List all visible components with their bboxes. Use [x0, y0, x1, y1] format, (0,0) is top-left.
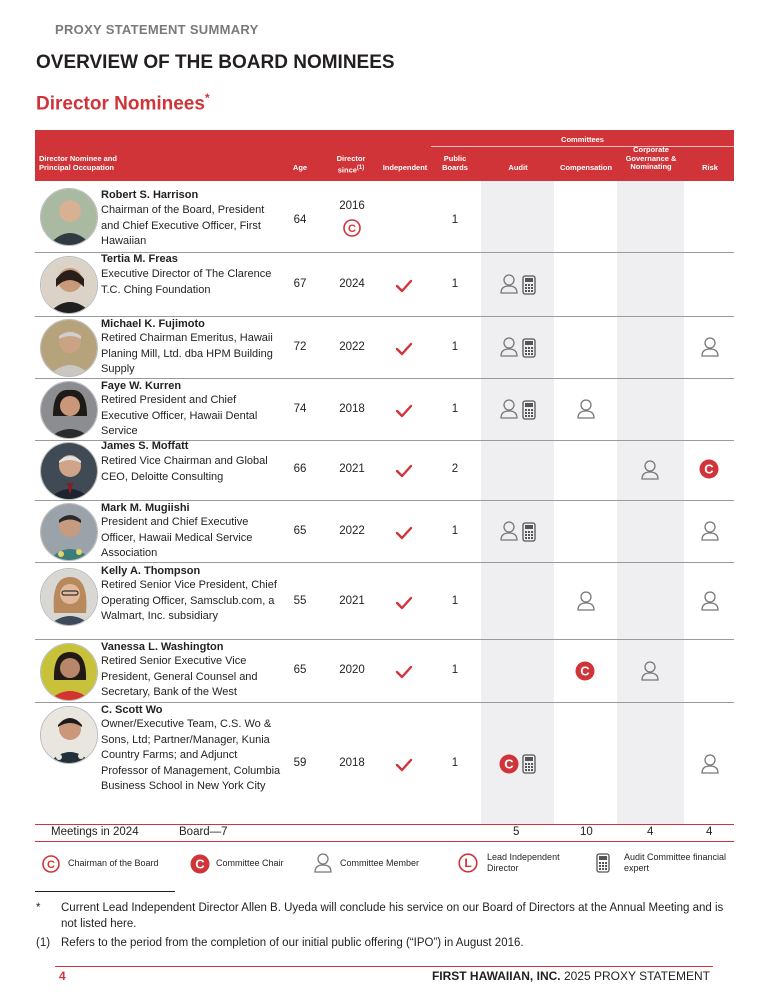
footnote-star-mark: * — [36, 902, 41, 914]
legend-lead-icon — [458, 853, 478, 876]
nominee-public-boards: 1 — [451, 278, 459, 290]
legend-member-label: Committee Member — [340, 858, 420, 868]
footer-brand — [432, 969, 710, 983]
nominee-age: 72 — [293, 341, 307, 353]
chairman-of-board-icon — [343, 219, 361, 242]
checkmark-icon — [395, 279, 413, 298]
nominee-row — [35, 379, 734, 441]
chair-icon-letter: C — [704, 461, 714, 477]
page-title: OVERVIEW OF THE BOARD NOMINEES — [36, 52, 395, 73]
checkmark-icon — [395, 464, 413, 483]
committee-member-icon — [499, 336, 519, 363]
nominee-name: Kelly A. Thompson — [101, 565, 201, 577]
nominee-photo — [40, 503, 98, 561]
nominee-since: 2021 — [339, 595, 365, 607]
nominee-age: 74 — [293, 403, 307, 415]
section-title — [36, 91, 210, 115]
legend-member-icon — [313, 852, 333, 877]
nominee-since: 2022 — [339, 525, 365, 537]
meetings-row — [35, 824, 734, 842]
financial-expert-icon — [522, 338, 536, 363]
meetings-compensation: 10 — [580, 826, 593, 838]
legend-chair-label: Committee Chair — [216, 858, 284, 868]
checkmark-icon — [395, 758, 413, 777]
page-eyebrow: PROXY STATEMENT SUMMARY — [55, 22, 259, 37]
nominee-occupation: Retired Senior Executive Vice President, General Counsel and Secretary, Bank of the West — [101, 655, 258, 698]
checkmark-icon — [395, 665, 413, 684]
footer-rule — [55, 966, 713, 967]
footnote-one-text: Refers to the period from the completion of our initial public offering (“IPO”) in August 2016. — [61, 937, 524, 949]
nominee-occupation: Owner/Executive Team, C.S. Wo & Sons, Ltd; Partner/Manager, Kunia Country Farms; and Adjunct Professor of Management, Columbia Business School in New York City — [101, 718, 281, 792]
nominee-row — [35, 501, 734, 563]
committee-member-icon — [700, 336, 720, 363]
nominee-name: Robert S. Harrison — [101, 189, 199, 201]
nominee-since: 2016 — [339, 200, 365, 212]
nominee-since: 2018 — [339, 757, 365, 769]
legend-lead-letter: L — [464, 856, 472, 871]
committee-member-icon — [700, 520, 720, 547]
committee-member-icon — [499, 273, 519, 300]
committee-member-icon — [499, 520, 519, 547]
financial-expert-icon — [522, 522, 536, 547]
nominee-row — [35, 563, 734, 640]
chair-icon-letter: C — [580, 663, 590, 679]
legend-chairman-icon — [42, 855, 60, 876]
nominee-since: 2022 — [339, 341, 365, 353]
nominee-public-boards: 1 — [451, 341, 459, 353]
nominee-photo — [40, 319, 98, 377]
chairman-icon-letter: C — [348, 223, 356, 235]
nominee-occupation: Retired Vice Chairman and Global CEO, Deloitte Consulting — [101, 455, 268, 483]
section-title-text: Director Nominees — [36, 93, 205, 115]
nominee-name: Michael K. Fujimoto — [101, 318, 205, 330]
col-public-boards: Public Boards — [442, 154, 468, 172]
committee-chair-icon — [499, 754, 519, 779]
committee-member-icon — [576, 398, 596, 425]
checkmark-icon — [395, 404, 413, 423]
legend-expert-label: Audit Committee financial expert — [624, 852, 727, 873]
nominee-row — [35, 253, 734, 317]
legend-chair-letter: C — [195, 856, 205, 872]
nominee-row — [35, 640, 734, 703]
financial-expert-icon — [522, 275, 536, 300]
footer-document: 2025 PROXY STATEMENT — [563, 969, 710, 983]
nominee-age: 67 — [293, 278, 307, 290]
nominee-since: 2018 — [339, 403, 365, 415]
nominee-since: 2024 — [339, 278, 365, 290]
committee-member-icon — [640, 660, 660, 687]
nominee-photo — [40, 568, 98, 626]
col-governance: Corporate Governance & Nominating — [625, 145, 677, 171]
nominee-row — [35, 441, 734, 501]
col-director: Director Nominee and Principal Occupation — [39, 154, 117, 172]
col-independent: Independent — [382, 163, 428, 172]
committee-member-icon — [576, 590, 596, 617]
checkmark-icon — [395, 526, 413, 545]
footer-company: FIRST HAWAIIAN, INC. — [431, 969, 561, 983]
nominee-occupation: President and Chief Executive Officer, Hawaii Medical Service Association — [101, 516, 253, 559]
nominee-age: 59 — [293, 757, 307, 769]
committees-divider — [431, 146, 734, 147]
meetings-audit: 5 — [513, 826, 520, 838]
nominee-public-boards: 1 — [451, 525, 459, 537]
committee-member-icon — [700, 590, 720, 617]
nominee-photo — [40, 381, 98, 439]
committee-member-icon — [700, 753, 720, 780]
nominee-occupation: Chairman of the Board, President and Chief Executive Officer, First Hawaiian — [101, 204, 265, 247]
col-since-text: Director since — [336, 154, 366, 174]
nominee-public-boards: 1 — [451, 757, 459, 769]
section-title-footnote-mark: * — [204, 91, 210, 105]
nominee-age: 66 — [293, 463, 307, 475]
col-compensation: Compensation — [559, 163, 613, 172]
nominee-public-boards: 2 — [451, 463, 459, 475]
nominee-age: 55 — [293, 595, 307, 607]
nominee-row — [35, 317, 734, 379]
committees-label: Committees — [561, 135, 604, 144]
legend-chairman-label: Chairman of the Board — [68, 858, 159, 868]
nominee-name: James S. Moffatt — [101, 440, 189, 452]
chair-icon-letter: C — [504, 756, 514, 772]
nominee-public-boards: 1 — [451, 595, 459, 607]
meetings-risk: 4 — [706, 826, 713, 838]
nominee-age: 64 — [293, 214, 307, 226]
nominee-public-boards: 1 — [451, 403, 459, 415]
nominee-age: 65 — [293, 664, 307, 676]
legend-expert-icon — [596, 853, 610, 876]
nominee-name: Tertia M. Freas — [101, 253, 178, 265]
financial-expert-icon — [522, 400, 536, 425]
nominee-public-boards: 1 — [451, 214, 459, 226]
nominee-since: 2021 — [339, 463, 365, 475]
nominee-photo — [40, 442, 98, 500]
nominee-name: Vanessa L. Washington — [101, 641, 224, 653]
committee-member-icon — [640, 459, 660, 486]
nominee-photo — [40, 643, 98, 701]
committee-chair-icon — [699, 459, 719, 484]
legend-chair-icon — [190, 854, 210, 877]
nominee-photo — [40, 256, 98, 314]
col-since-mark: (1) — [356, 164, 365, 171]
page-number: 4 — [59, 969, 66, 983]
financial-expert-icon — [522, 754, 536, 779]
meetings-board: Board—7 — [179, 826, 228, 838]
nominee-since: 2020 — [339, 664, 365, 676]
committee-chair-icon — [575, 661, 595, 686]
nominee-row — [35, 703, 734, 824]
col-risk: Risk — [702, 163, 718, 172]
checkmark-icon — [395, 596, 413, 615]
checkmark-icon — [395, 342, 413, 361]
nominee-occupation: Retired President and Chief Executive Officer, Hawaii Dental Service — [101, 394, 258, 437]
nominee-public-boards: 1 — [451, 664, 459, 676]
nominee-name: Mark M. Mugiishi — [101, 502, 190, 514]
nominee-name: C. Scott Wo — [101, 704, 163, 716]
nominee-name: Faye W. Kurren — [101, 380, 182, 392]
nominee-photo — [40, 188, 98, 246]
footnote-one-mark: (1) — [36, 937, 51, 949]
col-since — [331, 155, 371, 175]
nominee-age: 65 — [293, 525, 307, 537]
nominee-occupation: Executive Director of The Clarence T.C. Ching Foundation — [101, 268, 272, 296]
nominee-photo — [40, 706, 98, 764]
col-age: Age — [292, 163, 308, 172]
nominee-occupation: Retired Senior Vice President, Chief Operating Officer, Samsclub.com, a Walmart, Inc. subsidiary — [101, 579, 277, 622]
legend-chairman-letter: C — [47, 859, 55, 871]
footnote-divider — [35, 891, 175, 892]
col-audit: Audit — [508, 163, 528, 172]
nominee-row — [35, 181, 734, 253]
table-header — [35, 130, 734, 181]
nominee-occupation: Retired Chairman Emeritus, Hawaii Planing Mill, Ltd. dba HPM Building Supply — [101, 332, 273, 375]
meetings-governance: 4 — [647, 826, 654, 838]
footnote-star-text: Current Lead Independent Director Allen B. Uyeda will conclude his service on our Board of Directors at the Annual Meeting and is not listed here. — [61, 902, 724, 930]
committee-member-icon — [499, 398, 519, 425]
legend-lead-label: Lead Independent Director — [487, 852, 560, 873]
meetings-label: Meetings in 2024 — [51, 826, 139, 838]
